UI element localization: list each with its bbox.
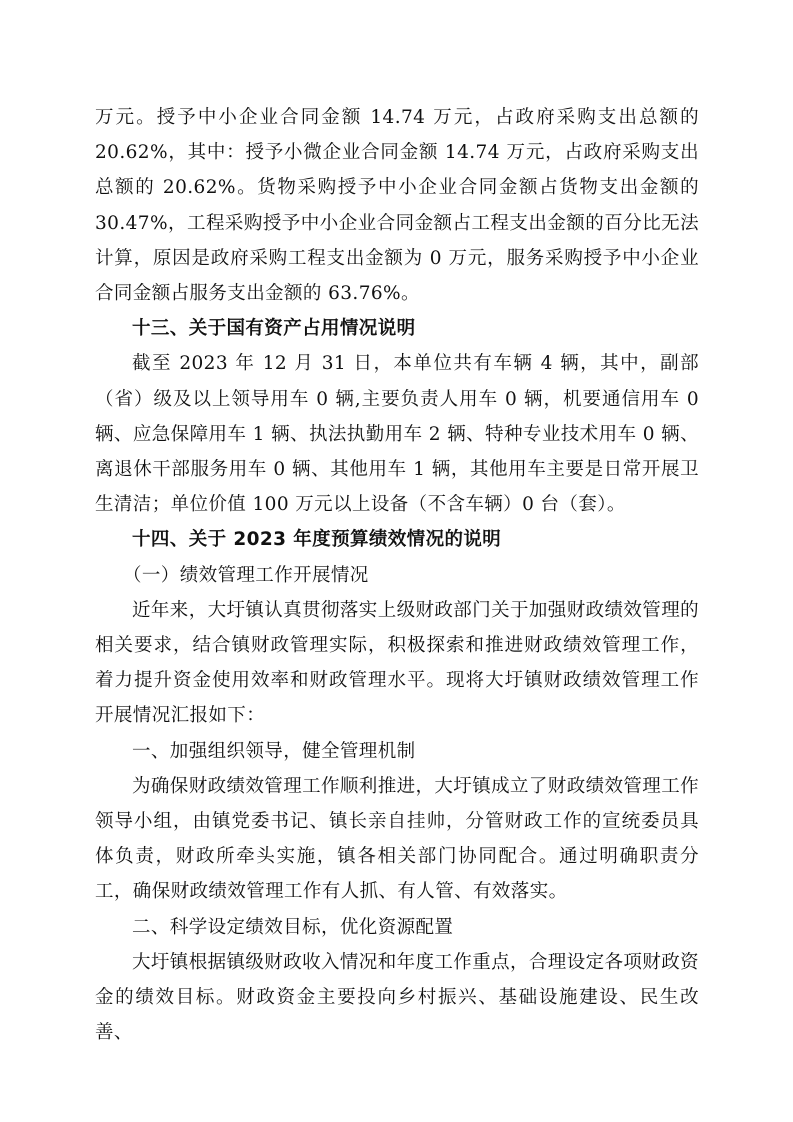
paragraph-targets: 大圩镇根据镇级财政收入情况和年度工作重点，合理设定各项财政资金的绩效目标。财政资金主要投向乡村振兴、基础设施建设、民生改善、: [95, 951, 700, 1044]
document-body: [95, 100, 699, 1050]
paragraph-procurement-summary: 万元。授予中小企业合同金额 14.74 万元，占政府采购支出总额的 20.62%，其中：授予小微企业合同金额 14.74 万元，占政府采购支出总额的 20.62%。货物采购授予中小企业合同金额占货物支出金额的 30.47%，工程采购授予中小企业合同金额占工程支出金额的百分比无法计算，原因是政府采购工程支出金额为 0 万元，服务采购授予中小企业合同金额占服务支出金额的 63.76%。: [95, 107, 699, 305]
paragraph-leadership: 为确保财政绩效管理工作顺利推进，大圩镇成立了财政绩效管理工作领导小组，由镇党委书记、镇长亲自挂帅，分管财政工作的宣统委员具体负责，财政所牵头实施，镇各相关部门协同配合。通过明确职责分工，确保财政绩效管理工作有人抓、有人管、有效落实。: [95, 775, 700, 903]
section-heading-14: 十四、关于 2023 年度预算绩效情况的说明: [132, 529, 502, 551]
section-heading-13: 十三、关于国有资产占用情况说明: [132, 318, 416, 340]
subsection-title-1: 一、加强组织领导，健全管理机制: [132, 740, 416, 762]
subheading-performance-management: （一）绩效管理工作开展情况: [123, 564, 369, 586]
subsection-title-2: 二、科学设定绩效目标，优化资源配置: [132, 916, 454, 938]
paragraph-performance-intro: 近年来，大圩镇认真贯彻落实上级财政部门关于加强财政绩效管理的相关要求，结合镇财政管理实际，积极探索和推进财政绩效管理工作，着力提升资金使用效率和财政管理水平。现将大圩镇财政绩效管理工作开展情况汇报如下：: [95, 599, 700, 727]
paragraph-assets: 截至 2023 年 12 月 31 日，本单位共有车辆 4 辆，其中，副部（省）级及以上领导用车 0 辆,主要负责人用车 0 辆，机要通信用车 0 辆、应急保障用车 1 辆、执法执勤用车 2 辆、特种专业技术用车 0 辆、离退休干部服务用车 0 辆、其他用车 1 辆，其他用车主要是日常开展卫生清洁；单位价值 100 万元以上设备（不含车辆）0 台（套）。: [95, 353, 699, 516]
